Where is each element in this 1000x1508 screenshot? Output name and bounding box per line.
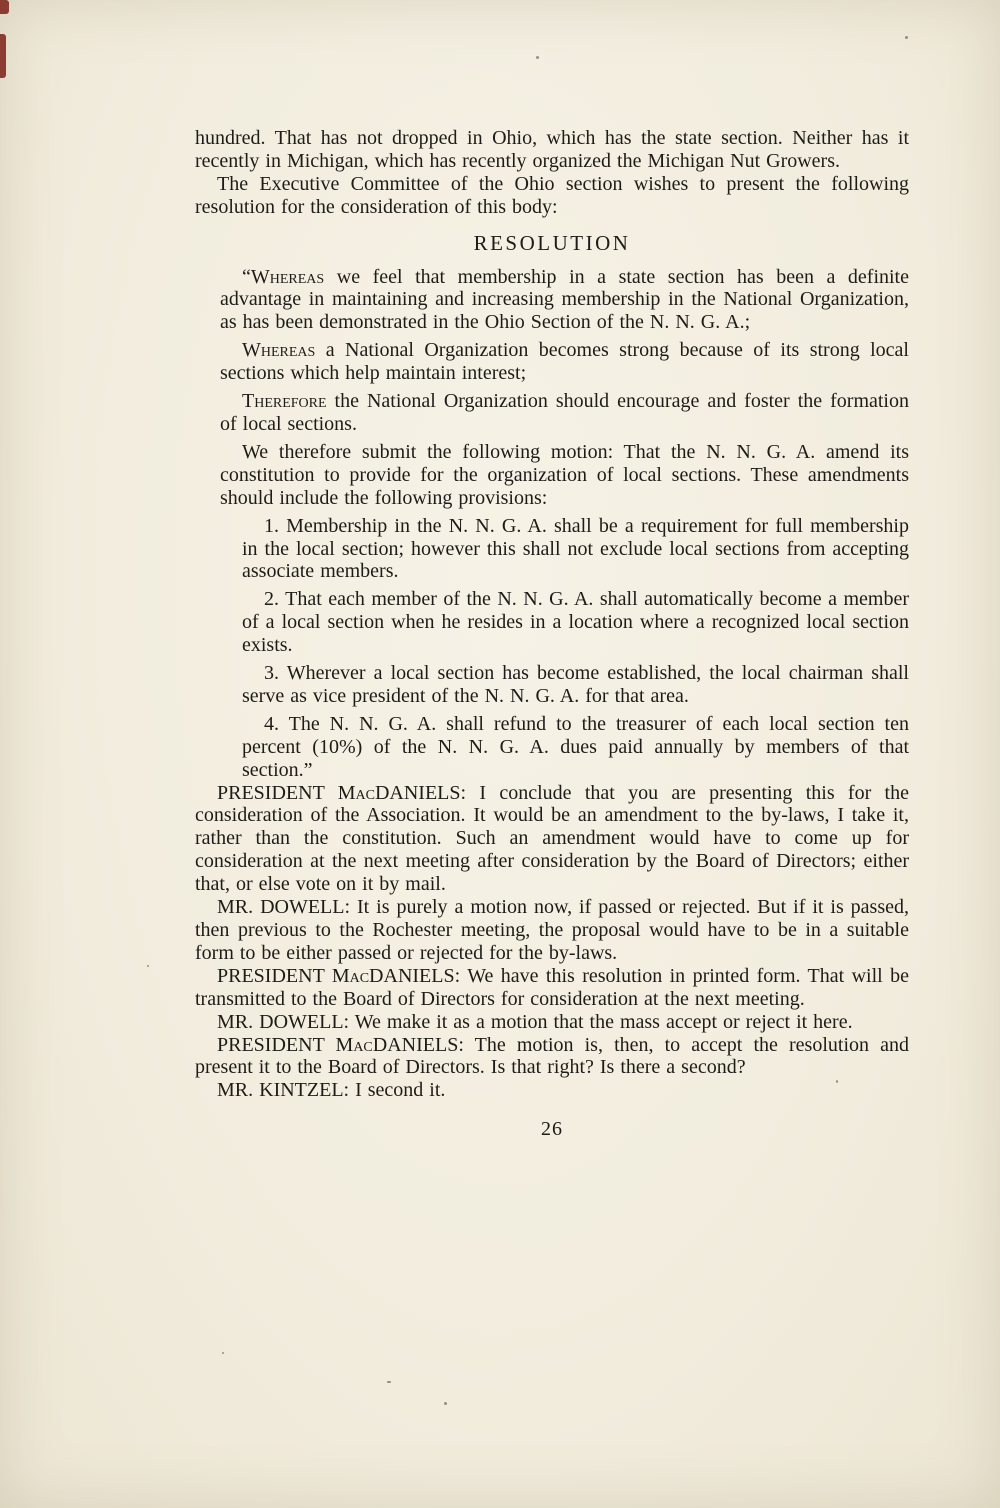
scan-speck	[147, 965, 149, 967]
paragraph-text: It is purely a motion now, if passed or rejected. But if it is passed, then previous to the Rochester meeting, the proposal would have to be in a suitable form to be either passed or rejected for the by-laws.	[195, 896, 909, 964]
speaker-name: MR. KINTZEL:	[217, 1079, 350, 1102]
paragraph-text: I second it.	[349, 1079, 446, 1102]
whereas-lead: Whereas	[242, 339, 316, 362]
paragraph-text: 1. Membership in the N. N. G. A. shall be a requirement for full membership in the local section; however this shall not exclude local sections from accepting associate members.	[242, 514, 909, 583]
paragraph-text: a National Organization becomes strong because of its strong local sections which help maintain interest;	[220, 339, 909, 385]
paragraph-text: the National Organization should encourage and foster the formation of local sections.	[220, 390, 909, 435]
scan-mark	[0, 34, 6, 78]
paragraph-text: 4. The N. N. G. A. shall refund to the treasurer of each local section ten percent (10%) of the N. N. G. A. dues paid annually by members of that section.”	[242, 712, 909, 781]
resolution-paragraph	[220, 441, 909, 510]
paragraph-text: We therefore submit the following motion: That the N. N. G. A. amend its constitution to provide for the organization of local sections. These amendments should include the following provisions:	[220, 440, 909, 509]
resolution-paragraph	[220, 266, 909, 335]
page-number: 26	[541, 1118, 563, 1141]
dialog-paragraph	[195, 1011, 909, 1034]
dialog-paragraph	[195, 782, 909, 897]
text-block	[195, 127, 909, 1141]
paragraph-text: The Executive Committee of the Ohio section wishes to present the following resolution for the consideration of this body:	[195, 172, 909, 218]
scan-speck	[536, 56, 539, 59]
resolution-paragraph	[220, 390, 909, 436]
dialog-paragraph	[195, 896, 909, 965]
scan-speck	[905, 36, 908, 39]
scan-speck	[387, 1381, 391, 1383]
dialog-paragraph	[195, 1079, 909, 1102]
therefore-lead: Therefore	[242, 390, 327, 413]
speaker-name: PRESIDENT MacDANIELS:	[217, 1033, 464, 1056]
speaker-name: PRESIDENT MacDANIELS:	[217, 964, 461, 987]
speaker-name: MR. DOWELL:	[217, 896, 351, 919]
paragraph-text: We make it as a motion that the mass accept or reject it here.	[349, 1010, 853, 1033]
paragraph-text: I conclude that you are presenting this for the consideration of the Association. It would be an amendment to the by-laws, I take it, rather than the constitution. Such an amendment would have to come up for consideration at the next meeting after consideration by the Board of Directors; either that, or else vote on it by mail.	[195, 781, 909, 896]
resolution-item	[242, 515, 909, 584]
whereas-lead: “Whereas	[242, 265, 325, 288]
resolution-item	[242, 588, 909, 657]
paragraph-text: 3. Wherever a local section has become established, the local chairman shall serve as vice president of the N. N. G. A. for that area.	[242, 662, 909, 707]
dialog-paragraph	[195, 1034, 909, 1080]
paragraph-text: we feel that membership in a state section has been a definite advantage in maintaining and increasing membership in the National Organization, as has been demonstrated in the Ohio Section of the N. N. G. A.;	[220, 265, 909, 334]
scan-mark	[0, 0, 9, 14]
resolution-item	[242, 713, 909, 782]
paragraph-text: We have this resolution in printed form. That will be transmitted to the Board of Directors for consideration at the next meeting.	[195, 964, 910, 1010]
scan-speck	[444, 1402, 447, 1405]
resolution-heading: RESOLUTION	[473, 230, 631, 255]
scan-speck	[222, 1352, 224, 1354]
paragraph	[195, 173, 909, 219]
speaker-name: PRESIDENT MacDANIELS:	[217, 781, 467, 804]
dialog-paragraph	[195, 965, 909, 1011]
resolution-item	[242, 662, 909, 708]
paragraph-text: hundred. That has not dropped in Ohio, which has the state section. Neither has it recently in Michigan, which has recently organized the Michigan Nut Growers.	[195, 127, 909, 172]
resolution-paragraph	[220, 339, 909, 385]
speaker-name: MR. DOWELL:	[217, 1010, 350, 1033]
paragraph	[195, 127, 909, 173]
paragraph-text: 2. That each member of the N. N. G. A. shall automatically become a member of a local section when he resides in a location where a recognized local section exists.	[242, 588, 909, 657]
paragraph-text: The motion is, then, to accept the resolution and present it to the Board of Directors. Is that right? Is there a second?	[195, 1033, 909, 1079]
